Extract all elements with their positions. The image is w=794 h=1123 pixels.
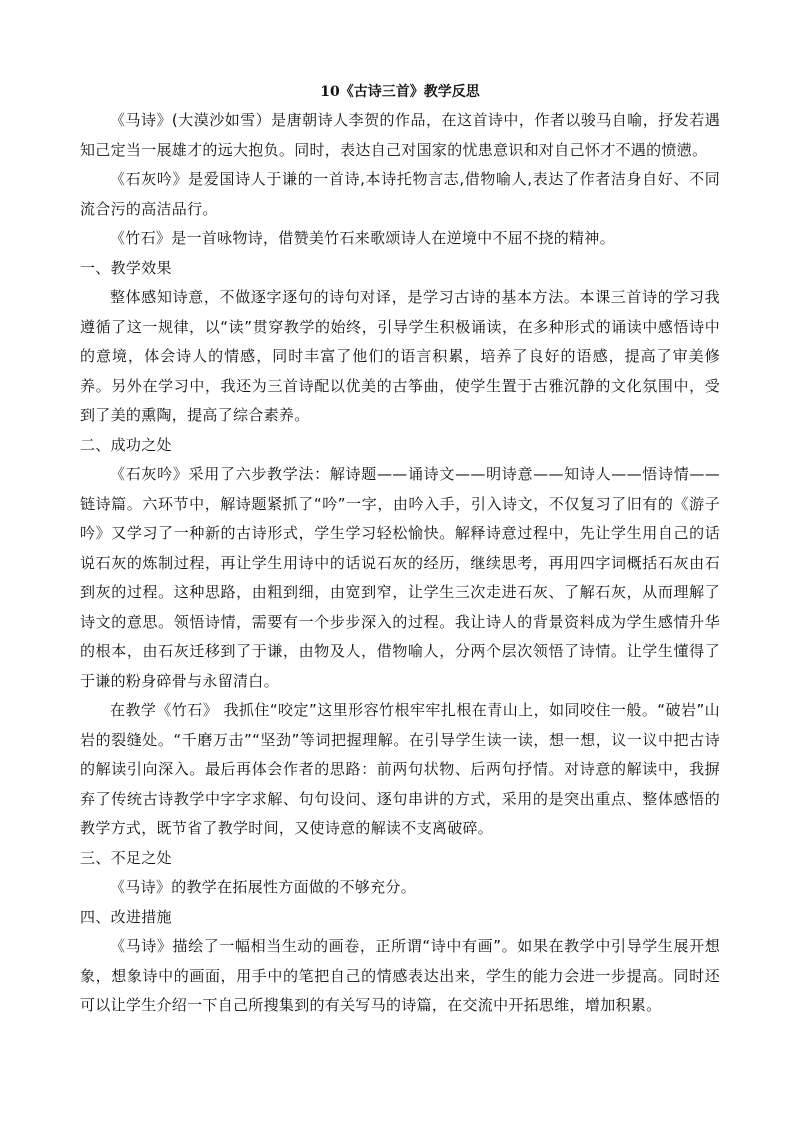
section-3-paragraph-1: 《马诗》的教学在拓展性方面做的不够充分。 (110, 878, 417, 896)
intro-paragraph-3: 《竹石》是一首咏物诗，借赞美竹石来歌颂诗人在逆境中不屈不挠的精神。 (110, 229, 615, 247)
intro-paragraph-1: 《马诗》(大漠沙如雪）是唐朝诗人李贺的作品，在这首诗中，作者以骏马自喻，抒发若遇知己定当一展雄才的远大抱负。同时，表达自己对国家的忧患意识和对自己怀才不遇的愤懑。 (80, 111, 720, 159)
page-title: 10《古诗三首》教学反思 (320, 84, 480, 100)
section-heading-teaching-effect: 一、教学效果 (80, 258, 172, 277)
section-2-paragraph-2: 在教学《竹石》 我抓住“咬定”这里形容竹根牢牢扎根在青山上，如同咬住一般。“破岩”山岩的裂缝处。“千磨万击”“坚劲”等词把握理解。在引导学生读一读，想一想，议一议中把古诗的解读引向深入。最后再体会作者的思路：前两句状物、后两句抒情。对诗意的解读中，我摒弃了传统古诗教学中字字求解、句句设问、逐句串讲的方式，采用的是突出重点、整体感悟的教学方式，既节省了教学时间，又使诗意的解读不支离破碎。 (80, 701, 720, 837)
intro-paragraph-2: 《石灰吟》是爱国诗人于谦的一首诗,本诗托物言志,借物喻人,表达了作者洁身自好、不同流合污的高洁品行。 (80, 170, 720, 218)
section-2-paragraph-1: 《石灰吟》采用了六步教学法：解诗题——诵诗文——明诗意——知诗人——悟诗情——链诗篇。六环节中，解诗题紧抓了“吟”一字，由吟入手，引入诗文，不仅复习了旧有的《游子吟》又学习了一种新的古诗形式，学生学习轻松愉快。解释诗意过程中，先让学生用自己的话说石灰的炼制过程，再让学生用诗中的话说石灰的经历，继续思考，再用四字词概括石灰由石到灰的过程。这种思路，由粗到细，由宽到窄，让学生三次走进石灰、了解石灰，从而理解了诗文的意思。领悟诗情，需要有一个步步深入的过程。我让诗人的背景资料成为学生感情升华的根本，由石灰迁移到了于谦，由物及人，借物喻人，分两个层次领悟了诗情。让学生懂得了于谦的粉身碎骨与永留清白。 (80, 465, 720, 690)
section-1-paragraph-1: 整体感知诗意，不做逐字逐句的诗句对译，是学习古诗的基本方法。本课三首诗的学习我遵循了这一规律，以“读”贯穿教学的始终，引导学生积极诵读，在多种形式的诵读中感悟诗中的意境，体会诗人的情感，同时丰富了他们的语言积累，培养了良好的语感，提高了审美修养。另外在学习中，我还为三首诗配以优美的古筝曲，使学生置于古雅沉静的文化氛围中，受到了美的熏陶，提高了综合素养。 (80, 288, 720, 424)
section-heading-successes: 二、成功之处 (80, 435, 172, 454)
section-heading-improvements: 四、改进措施 (80, 907, 172, 926)
section-4-paragraph-1: 《马诗》描绘了一幅相当生动的画卷，正所谓“诗中有画”。如果在教学中引导学生展开想象，想象诗中的画面，用手中的笔把自己的情感表达出来，学生的能力会进一步提高。同时还可以让学生介绍一下自己所搜集到的有关写马的诗篇，在交流中开拓思维，增加积累。 (80, 937, 720, 1014)
section-heading-shortcomings: 三、不足之处 (80, 848, 172, 867)
document-page (80, 80, 720, 1021)
